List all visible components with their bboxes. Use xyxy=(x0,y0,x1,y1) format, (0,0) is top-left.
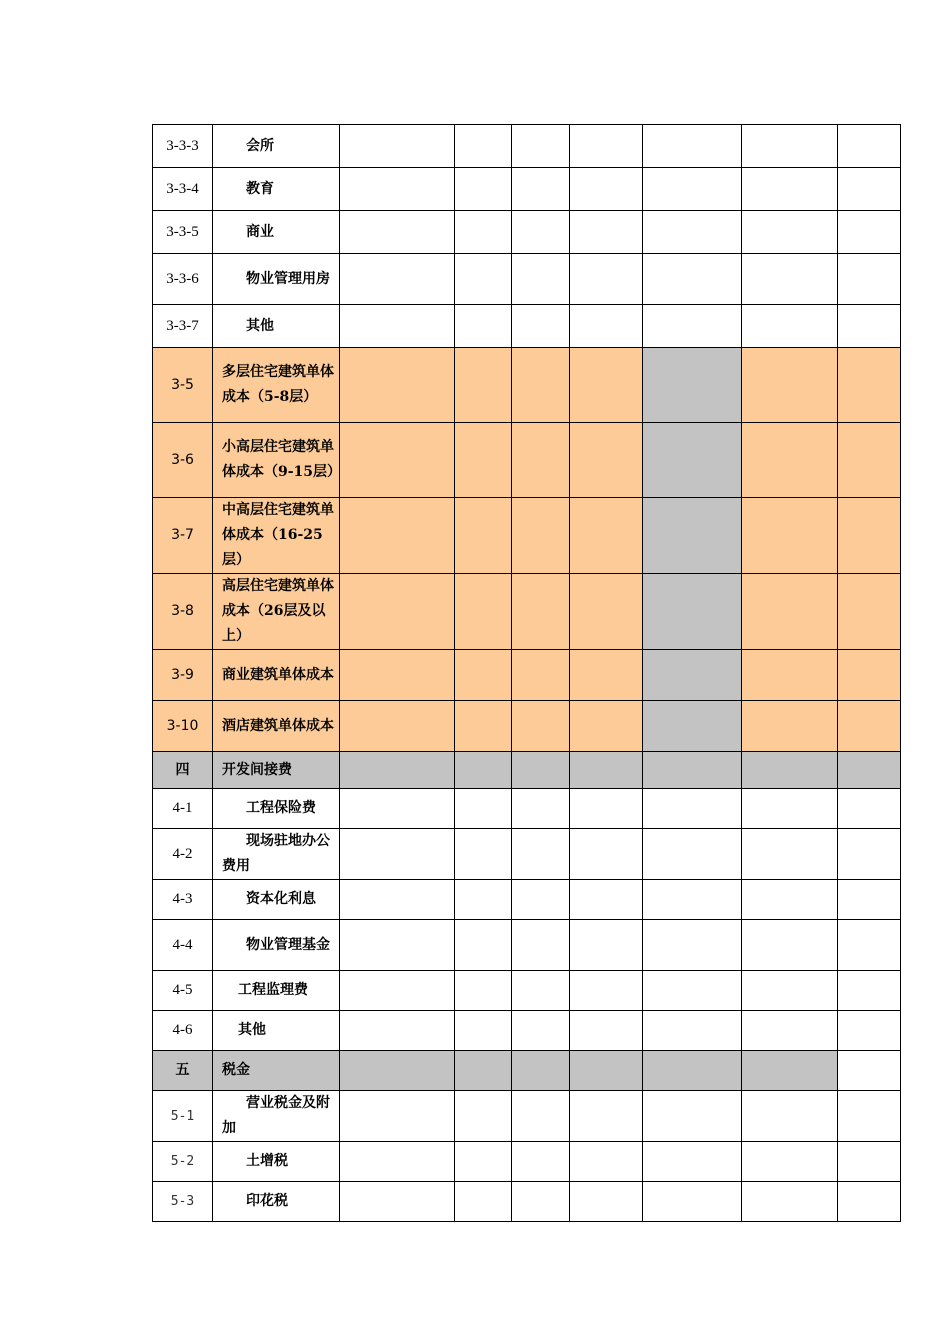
table-row xyxy=(153,1142,901,1182)
table-cell xyxy=(512,880,570,920)
table-cell xyxy=(643,125,742,168)
table-cell xyxy=(742,789,838,829)
table-row xyxy=(153,211,901,254)
table-cell xyxy=(570,1051,643,1091)
row-code: 5-3 xyxy=(153,1182,213,1222)
row-code: 3-3-6 xyxy=(153,254,213,305)
table-cell xyxy=(742,125,838,168)
table-cell xyxy=(742,305,838,348)
table-cell xyxy=(643,880,742,920)
table-cell xyxy=(643,1091,742,1142)
table-cell xyxy=(742,920,838,971)
table-cell xyxy=(455,1182,512,1222)
table-cell xyxy=(455,498,512,574)
table-cell xyxy=(512,1051,570,1091)
row-code: 3-9 xyxy=(153,650,213,701)
table-cell xyxy=(643,971,742,1011)
table-row xyxy=(153,254,901,305)
row-code: 3-3-7 xyxy=(153,305,213,348)
row-code: 3-3-5 xyxy=(153,211,213,254)
table-cell xyxy=(512,305,570,348)
row-code: 5-2 xyxy=(153,1142,213,1182)
table-row xyxy=(153,348,901,423)
row-code: 4-6 xyxy=(153,1011,213,1051)
table-cell xyxy=(512,789,570,829)
table-cell xyxy=(643,211,742,254)
table-cell xyxy=(838,829,901,880)
table-cell xyxy=(512,650,570,701)
row-name: 营业税金及附加 xyxy=(213,1091,340,1142)
table-cell xyxy=(838,1182,901,1222)
table-row xyxy=(153,701,901,752)
section-row xyxy=(153,1051,901,1091)
table-cell xyxy=(340,789,455,829)
table-cell xyxy=(643,701,742,752)
table-cell xyxy=(570,880,643,920)
row-code: 4-3 xyxy=(153,880,213,920)
table-cell xyxy=(455,971,512,1011)
table-cell xyxy=(643,1051,742,1091)
table-cell xyxy=(512,423,570,498)
section-name: 开发间接费 xyxy=(213,752,340,789)
table-cell xyxy=(340,254,455,305)
table-cell xyxy=(742,1091,838,1142)
table-cell xyxy=(455,211,512,254)
table-cell xyxy=(742,498,838,574)
table-cell xyxy=(340,168,455,211)
table-row xyxy=(153,498,901,574)
table-cell xyxy=(570,829,643,880)
table-cell xyxy=(643,829,742,880)
table-cell xyxy=(512,829,570,880)
table-cell xyxy=(742,1051,838,1091)
table-cell xyxy=(838,880,901,920)
table-row xyxy=(153,305,901,348)
table-row xyxy=(153,1011,901,1051)
table-cell xyxy=(455,1142,512,1182)
table-cell xyxy=(643,348,742,423)
table-cell xyxy=(455,1011,512,1051)
table-cell xyxy=(340,211,455,254)
table-cell xyxy=(340,305,455,348)
table-cell xyxy=(838,305,901,348)
row-name: 现场驻地办公费用 xyxy=(213,829,340,880)
row-name: 教育 xyxy=(213,168,340,211)
table-cell xyxy=(838,574,901,650)
table-cell xyxy=(512,701,570,752)
table-cell xyxy=(643,1142,742,1182)
table-cell xyxy=(455,254,512,305)
table-row xyxy=(153,829,901,880)
table-cell xyxy=(838,1091,901,1142)
table-cell xyxy=(570,1091,643,1142)
table-cell xyxy=(455,752,512,789)
table-cell xyxy=(455,125,512,168)
table-cell xyxy=(838,701,901,752)
table-cell xyxy=(570,125,643,168)
table-cell xyxy=(742,423,838,498)
table-cell xyxy=(643,789,742,829)
table-cell xyxy=(838,1051,901,1091)
table-cell xyxy=(512,1011,570,1051)
table-cell xyxy=(512,920,570,971)
row-name: 资本化利息 xyxy=(213,880,340,920)
table-cell xyxy=(340,348,455,423)
table-cell xyxy=(340,920,455,971)
table-cell xyxy=(455,650,512,701)
table-row xyxy=(153,574,901,650)
row-code: 3-5 xyxy=(153,348,213,423)
table-cell xyxy=(742,348,838,423)
table-cell xyxy=(455,829,512,880)
table-cell xyxy=(570,348,643,423)
table-cell xyxy=(570,971,643,1011)
table-cell xyxy=(570,701,643,752)
table-cell xyxy=(570,211,643,254)
table-cell xyxy=(455,701,512,752)
table-cell xyxy=(570,789,643,829)
table-cell xyxy=(340,829,455,880)
table-cell xyxy=(742,752,838,789)
table-cell xyxy=(570,1142,643,1182)
table-cell xyxy=(512,1142,570,1182)
row-code: 3-10 xyxy=(153,701,213,752)
row-name: 土增税 xyxy=(213,1142,340,1182)
table-cell xyxy=(570,168,643,211)
table-cell xyxy=(742,1182,838,1222)
table-cell xyxy=(455,1051,512,1091)
table-cell xyxy=(512,574,570,650)
table-cell xyxy=(340,650,455,701)
row-code: 3-3-3 xyxy=(153,125,213,168)
row-name: 商业 xyxy=(213,211,340,254)
table-cell xyxy=(512,168,570,211)
table-cell xyxy=(643,305,742,348)
table-cell xyxy=(838,168,901,211)
row-name: 工程保险费 xyxy=(213,789,340,829)
table-cell xyxy=(742,574,838,650)
table-cell xyxy=(570,1182,643,1222)
row-name: 多层住宅建筑单体成本（5-8层） xyxy=(213,348,340,423)
table-row xyxy=(153,1182,901,1222)
row-code: 5-1 xyxy=(153,1091,213,1142)
table-cell xyxy=(340,1142,455,1182)
table-row xyxy=(153,1091,901,1142)
table-cell xyxy=(643,650,742,701)
table-cell xyxy=(742,254,838,305)
table-cell xyxy=(838,254,901,305)
row-code: 3-7 xyxy=(153,498,213,574)
table-cell xyxy=(512,254,570,305)
row-code: 4-4 xyxy=(153,920,213,971)
row-code: 3-8 xyxy=(153,574,213,650)
table-cell xyxy=(340,752,455,789)
row-name: 工程监理费 xyxy=(213,971,340,1011)
table-cell xyxy=(340,1182,455,1222)
table-cell xyxy=(838,348,901,423)
table-cell xyxy=(838,423,901,498)
table-cell xyxy=(570,423,643,498)
table-cell xyxy=(570,254,643,305)
table-cell xyxy=(570,574,643,650)
table-cell xyxy=(455,880,512,920)
row-name: 中高层住宅建筑单体成本（16-25层） xyxy=(213,498,340,574)
table-cell xyxy=(742,829,838,880)
table-cell xyxy=(643,920,742,971)
table-cell xyxy=(570,305,643,348)
table-cell xyxy=(340,498,455,574)
table-cell xyxy=(570,752,643,789)
table-cell xyxy=(643,1182,742,1222)
table-cell xyxy=(742,168,838,211)
table-row xyxy=(153,920,901,971)
table-cell xyxy=(838,971,901,1011)
row-name: 其他 xyxy=(213,1011,340,1051)
table-cell xyxy=(643,574,742,650)
table-cell xyxy=(838,1142,901,1182)
table-cell xyxy=(570,650,643,701)
table-row xyxy=(153,880,901,920)
table-cell xyxy=(455,574,512,650)
table-row xyxy=(153,125,901,168)
row-name: 会所 xyxy=(213,125,340,168)
table-cell xyxy=(643,423,742,498)
row-name: 物业管理用房 xyxy=(213,254,340,305)
table-cell xyxy=(512,348,570,423)
table-cell xyxy=(340,1051,455,1091)
table-cell xyxy=(742,701,838,752)
table-cell xyxy=(512,752,570,789)
table-cell xyxy=(340,1091,455,1142)
row-name: 印花税 xyxy=(213,1182,340,1222)
row-name: 小高层住宅建筑单体成本（9-15层） xyxy=(213,423,340,498)
table-row xyxy=(153,168,901,211)
row-name: 物业管理基金 xyxy=(213,920,340,971)
table-cell xyxy=(838,650,901,701)
table-cell xyxy=(570,920,643,971)
table-cell xyxy=(455,423,512,498)
table-cell xyxy=(512,211,570,254)
table-row xyxy=(153,971,901,1011)
table-cell xyxy=(643,168,742,211)
table-cell xyxy=(838,498,901,574)
table-cell xyxy=(838,1011,901,1051)
table-cell xyxy=(512,125,570,168)
table-cell xyxy=(742,1011,838,1051)
table-cell xyxy=(742,971,838,1011)
table-cell xyxy=(512,1182,570,1222)
table-cell xyxy=(340,971,455,1011)
table-cell xyxy=(838,125,901,168)
row-name: 商业建筑单体成本 xyxy=(213,650,340,701)
section-name: 税金 xyxy=(213,1051,340,1091)
row-code: 4-2 xyxy=(153,829,213,880)
section-row xyxy=(153,752,901,789)
table-cell xyxy=(455,789,512,829)
table-row xyxy=(153,789,901,829)
table-cell xyxy=(838,752,901,789)
table-cell xyxy=(512,498,570,574)
table-cell xyxy=(340,701,455,752)
table-cell xyxy=(455,920,512,971)
table-cell xyxy=(838,211,901,254)
table-cell xyxy=(838,789,901,829)
row-code: 4-5 xyxy=(153,971,213,1011)
table-cell xyxy=(340,1011,455,1051)
table-cell xyxy=(570,1011,643,1051)
table-cell xyxy=(742,650,838,701)
table-cell xyxy=(512,971,570,1011)
table-cell xyxy=(838,920,901,971)
table-cell xyxy=(455,168,512,211)
table-cell xyxy=(643,1011,742,1051)
table-cell xyxy=(340,423,455,498)
row-code: 3-3-4 xyxy=(153,168,213,211)
table-cell xyxy=(455,1091,512,1142)
table-cell xyxy=(643,254,742,305)
section-code: 四 xyxy=(153,752,213,789)
table-cell xyxy=(340,125,455,168)
table-cell xyxy=(340,574,455,650)
table-cell xyxy=(742,1142,838,1182)
table-cell xyxy=(570,498,643,574)
table-row xyxy=(153,650,901,701)
row-code: 4-1 xyxy=(153,789,213,829)
table-cell xyxy=(643,752,742,789)
table-cell xyxy=(643,498,742,574)
table-cell xyxy=(455,348,512,423)
row-name: 高层住宅建筑单体成本（26层及以上） xyxy=(213,574,340,650)
table-cell xyxy=(455,305,512,348)
cost-table xyxy=(152,124,901,1222)
table-row xyxy=(153,423,901,498)
row-name: 其他 xyxy=(213,305,340,348)
table-cell xyxy=(742,211,838,254)
table-cell xyxy=(512,1091,570,1142)
row-name: 酒店建筑单体成本 xyxy=(213,701,340,752)
table-cell xyxy=(742,880,838,920)
row-code: 3-6 xyxy=(153,423,213,498)
table-cell xyxy=(340,880,455,920)
section-code: 五 xyxy=(153,1051,213,1091)
